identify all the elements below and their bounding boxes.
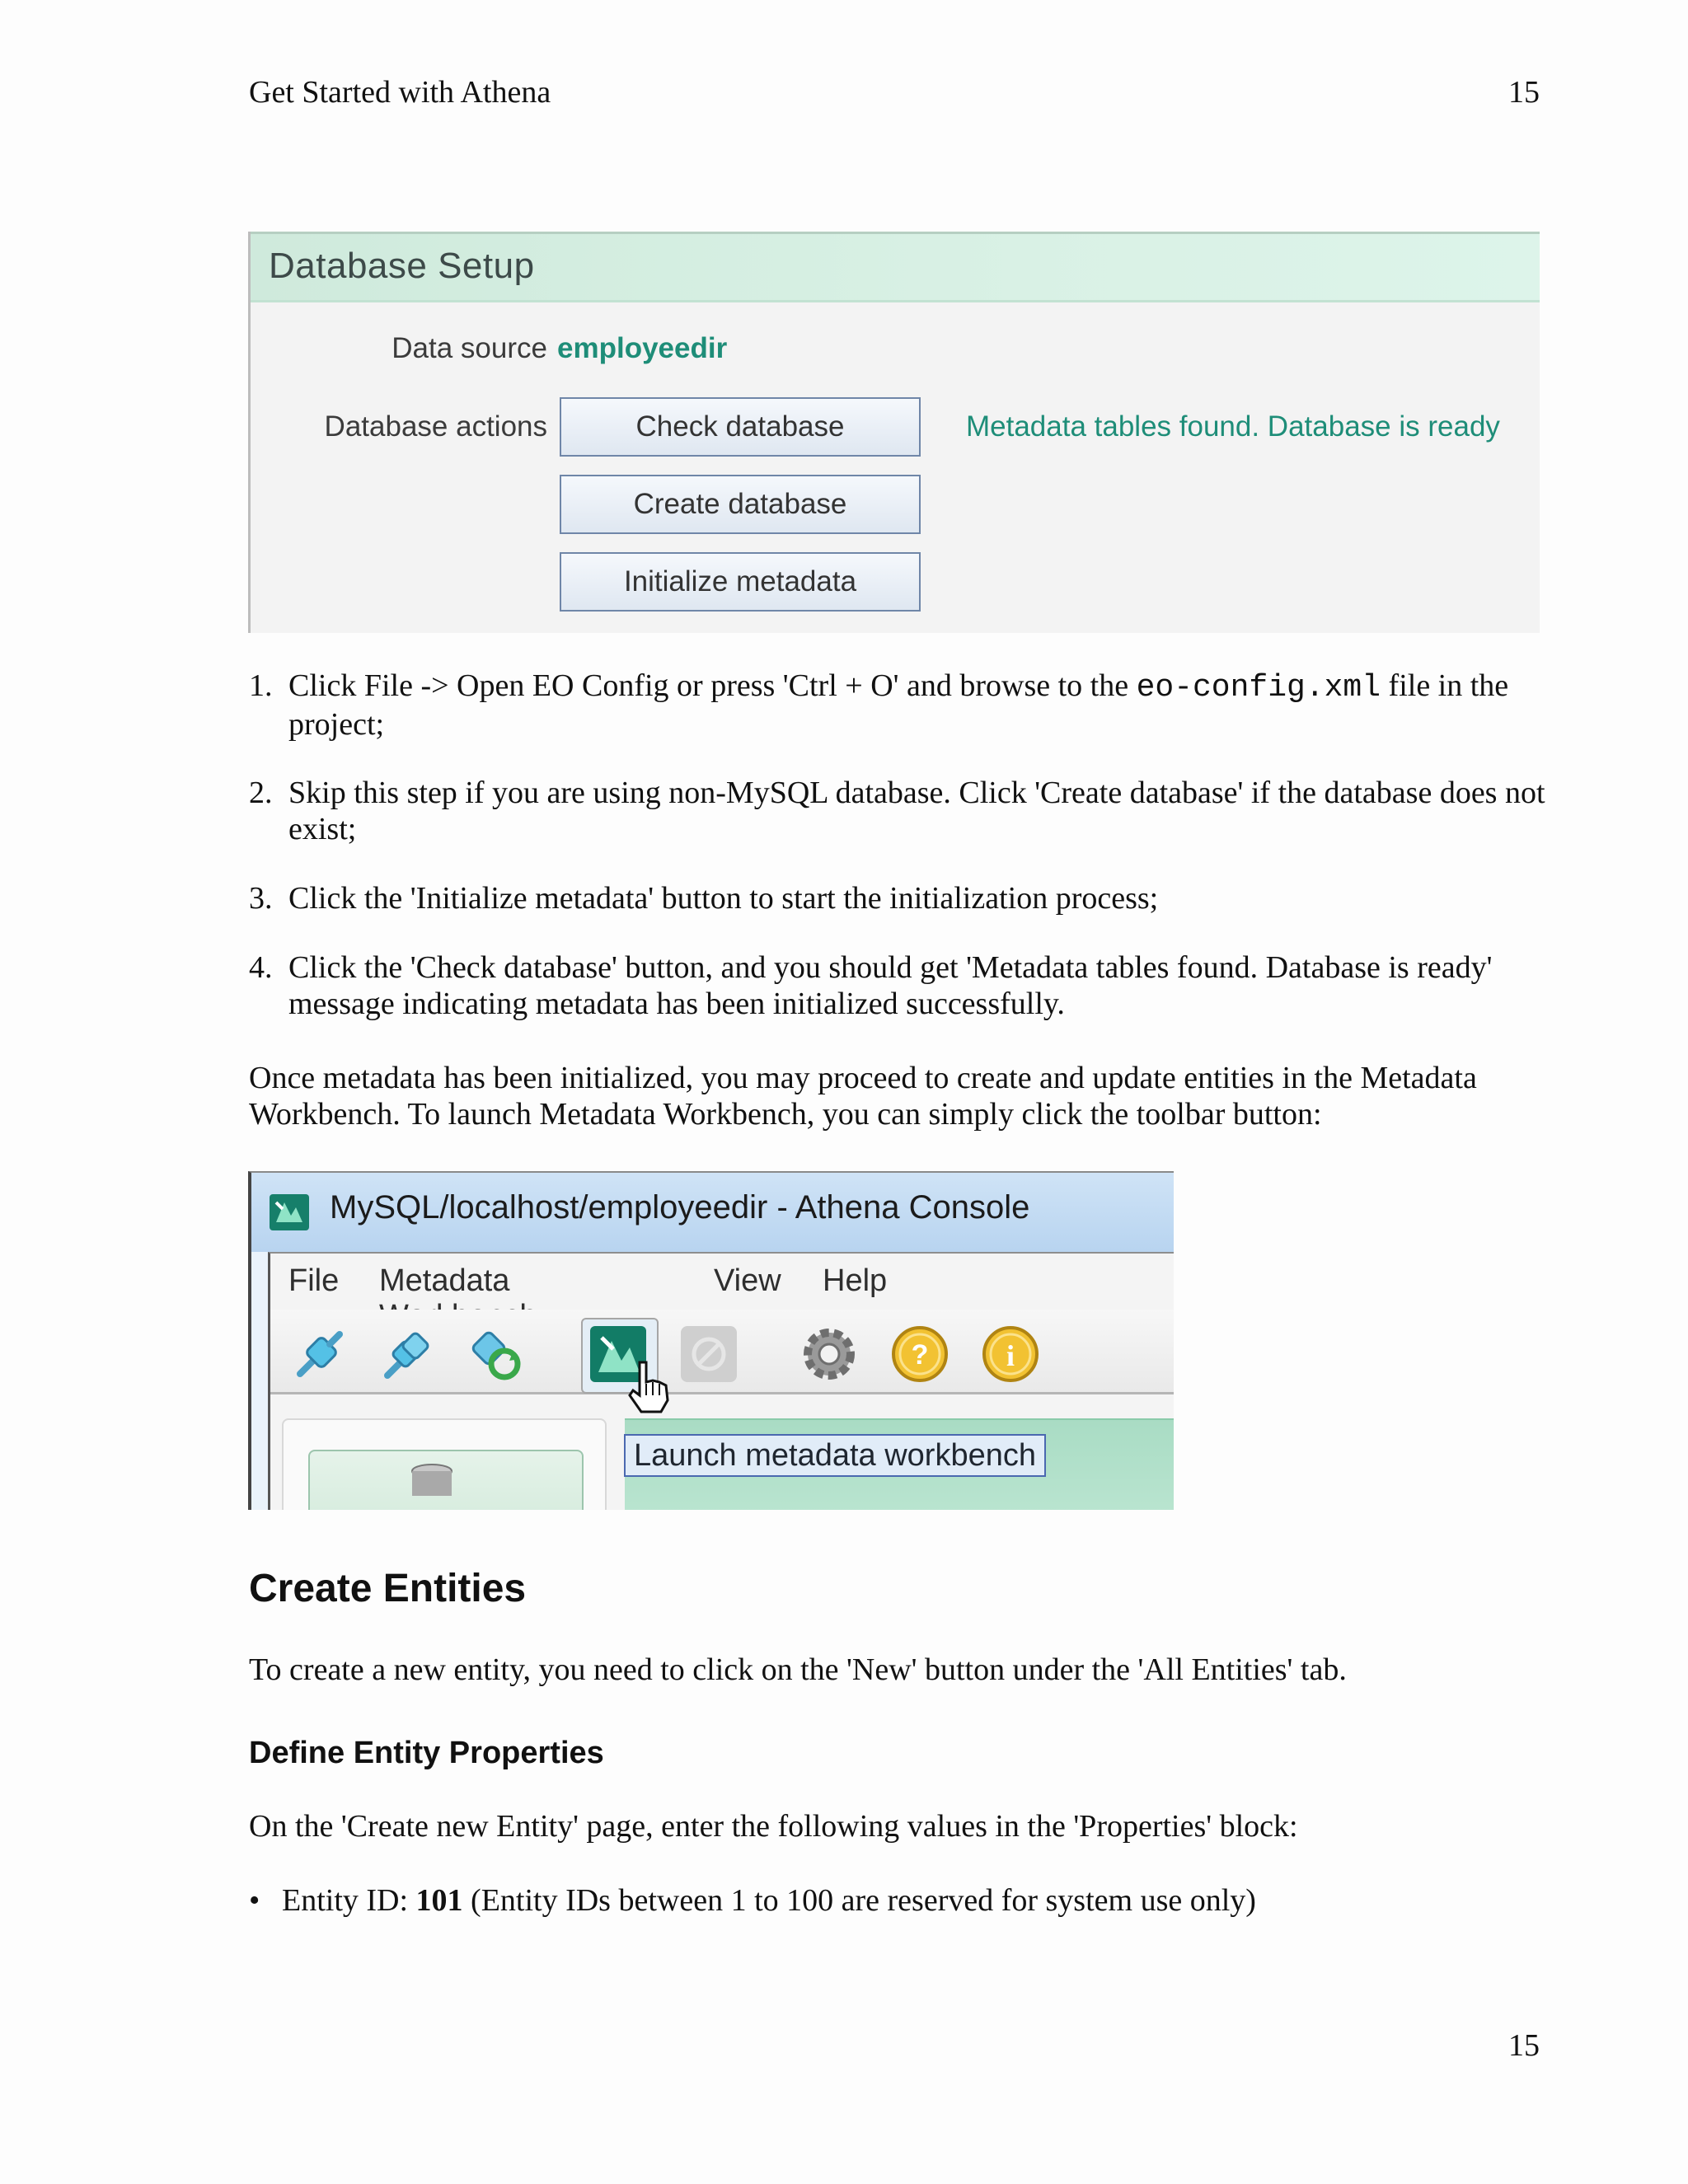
left-panel-tab[interactable]	[308, 1450, 584, 1510]
help-icon[interactable]	[889, 1323, 951, 1385]
step-text: Click the 'Check database' button, and you should get 'Metadata tables found. Database is ready' message indicating metadata has been initialized successfully.	[288, 950, 1493, 1021]
connect-icon[interactable]	[288, 1323, 351, 1385]
bullet-note: (Entity IDs between 1 to 100 are reserved for system use only)	[462, 1883, 1256, 1918]
data-source-label: Data source	[392, 332, 547, 364]
config-filename: eo-config.xml	[1136, 670, 1381, 705]
svg-text:i: i	[1006, 1339, 1015, 1372]
bullet-symbol: •	[249, 1883, 260, 1918]
step-number: 4.	[249, 950, 273, 985]
left-panel	[282, 1418, 607, 1510]
step-item	[249, 668, 1551, 743]
running-header-title: Get Started with Athena	[249, 75, 551, 110]
hand-cursor-icon	[625, 1359, 674, 1415]
menu-view[interactable]: View	[714, 1263, 781, 1298]
step-number: 1.	[249, 668, 273, 703]
menu-metadata-workbench[interactable]: Metadata	[379, 1263, 510, 1298]
footer-page-number: 15	[1508, 2028, 1540, 2063]
step-item	[249, 949, 1551, 1022]
step-item	[249, 880, 1551, 916]
check-database-button[interactable]: Check database	[560, 397, 921, 457]
svg-text:?: ?	[911, 1339, 929, 1371]
subsection-heading: Define Entity Properties	[249, 1736, 604, 1770]
disabled-stop-icon	[678, 1323, 740, 1385]
data-source-value: employeedir	[557, 332, 728, 364]
initialize-metadata-button[interactable]: Initialize metadata	[560, 552, 921, 612]
settings-gear-icon[interactable]	[798, 1323, 860, 1385]
window-title: MySQL/localhost/employeedir - Athena Console	[330, 1189, 1030, 1226]
refresh-connection-icon[interactable]	[465, 1323, 528, 1385]
step-text: Skip this step if you are using non-MySQL database. Click 'Create database' if the database does not exist;	[288, 776, 1545, 846]
database-setup-panel	[248, 232, 1540, 633]
info-icon[interactable]	[979, 1323, 1042, 1385]
disconnect-icon[interactable]	[377, 1323, 440, 1385]
database-icon	[407, 1463, 457, 1496]
properties-paragraph: On the 'Create new Entity' page, enter the following values in the 'Properties' block:	[249, 1809, 1298, 1844]
create-database-button[interactable]: Create database	[560, 475, 921, 534]
step-number: 3.	[249, 881, 273, 916]
section-heading: Create Entities	[249, 1567, 527, 1610]
create-entity-paragraph: To create a new entity, you need to click on the 'New' button under the 'All Entities' tab.	[249, 1652, 1347, 1687]
step-text-tail: file in the project;	[288, 668, 1509, 742]
toolbar	[270, 1310, 1174, 1394]
menu-file[interactable]: File	[288, 1263, 340, 1298]
database-status-message: Metadata tables found. Database is ready	[966, 410, 1500, 443]
running-header-page-number: 15	[1508, 75, 1540, 110]
menu-help[interactable]: Help	[823, 1263, 888, 1298]
step-text: Click File -> Open EO Config or press 'Ctrl + O' and browse to the	[288, 668, 1137, 703]
database-setup-header	[251, 232, 1540, 302]
window-title-bar	[251, 1173, 1174, 1252]
step-text: Click the 'Initialize metadata' button to start the initialization process;	[288, 881, 1159, 916]
step-number: 2.	[249, 776, 273, 810]
bullet-label: Entity ID:	[282, 1883, 416, 1918]
database-setup-title: Database Setup	[269, 246, 535, 286]
step-item	[249, 775, 1551, 847]
launch-workbench-tooltip: Launch metadata workbench	[624, 1434, 1046, 1477]
athena-app-icon	[268, 1191, 311, 1232]
entity-id-bullet	[249, 1882, 1551, 1919]
database-actions-label: Database actions	[324, 410, 547, 443]
launch-workbench-paragraph: Once metadata has been initialized, you may proceed to create and update entities in the Metadata Workbench. To launch Metadata Workbench, you can simply click the toolbar button:	[249, 1061, 1477, 1132]
entity-id-value: 101	[415, 1883, 463, 1918]
